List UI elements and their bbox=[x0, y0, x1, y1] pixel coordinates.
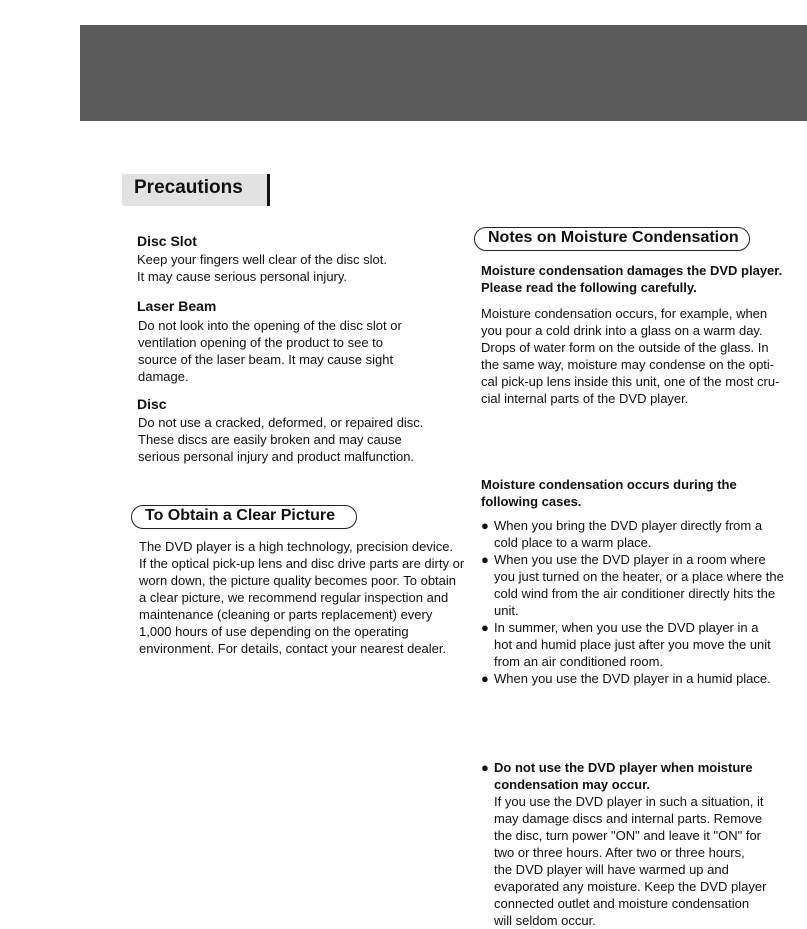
bullet-icon: ● bbox=[481, 552, 489, 567]
list-item: ● When you bring the DVD player directly from a cold place to a warm place. bbox=[481, 518, 763, 550]
cases-list bbox=[480, 517, 800, 687]
list-item: ● In summer, when you use the DVD player in a hot and humid place just after you move the unit from an air conditioned room. bbox=[481, 620, 771, 669]
bullet-icon: ● bbox=[481, 671, 489, 686]
disc-heading: Disc bbox=[137, 396, 167, 412]
moisture-intro: Moisture condensation occurs, for example, when you pour a cold drink into a glass on a warm day. Drops of water form on the outside of the glass. In the same way, moisture may condense on the opti- cal pick-up lens inside this unit, one of the most cru- cial internal parts of the DVD player. bbox=[481, 306, 780, 406]
bullet-icon: ● bbox=[481, 620, 489, 635]
moisture-warning: Moisture condensation damages the DVD player. Please read the following carefully. bbox=[481, 263, 783, 295]
disc-text: Do not use a cracked, deformed, or repaired disc. These discs are easily broken and may cause serious personal injury and product malfunction. bbox=[138, 415, 424, 464]
section-tab bbox=[122, 174, 270, 206]
clear-picture-title: To Obtain a Clear Picture bbox=[131, 505, 357, 529]
disc-slot-text: Keep your fingers well clear of the disc slot. It may cause serious personal injury. bbox=[137, 252, 388, 284]
laser-beam-heading: Laser Beam bbox=[137, 298, 217, 314]
donot-body: If you use the DVD player in such a situation, it may damage discs and internal parts. Remove the disc, turn power "ON" and leave it "ON" for two or three hours. After two or three hours, the DVD player will have warmed up and evaporated any moisture. Keep the DVD player connected outlet and moisture condensation will seldom occur. bbox=[494, 794, 767, 928]
donot-block bbox=[480, 759, 800, 929]
donot-heading: Do not use the DVD player when moisture condensation may occur. bbox=[494, 760, 753, 792]
laser-beam-text: Do not look into the opening of the disc slot or ventilation opening of the product to see to source of the laser beam. It may cause sight damage. bbox=[138, 318, 402, 384]
list-item: ● When you use the DVD player in a humid place. bbox=[481, 671, 771, 686]
header-bar bbox=[80, 25, 807, 121]
cases-heading: Moisture condensation occurs during the following cases. bbox=[481, 477, 737, 509]
disc-slot-heading: Disc Slot bbox=[137, 233, 197, 249]
page-title: Precautions bbox=[134, 177, 243, 198]
moisture-title: Notes on Moisture Condensation bbox=[474, 227, 750, 251]
bullet-icon: ● bbox=[481, 760, 489, 775]
clear-picture-text: The DVD player is a high technology, precision device. If the optical pick-up lens and disc drive parts are dirty or worn down, the picture quality becomes poor. To obtain a clear picture, we recommend regular inspection and maintenance (cleaning or parts replacement) every 1,000 hours of use depending on the operating environment. For details, contact your nearest dealer. bbox=[139, 539, 465, 656]
bullet-icon: ● bbox=[481, 518, 489, 533]
list-item: ● When you use the DVD player in a room where you just turned on the heater, or a place where the cold wind from the air conditioner directly hits the unit. bbox=[481, 552, 784, 618]
